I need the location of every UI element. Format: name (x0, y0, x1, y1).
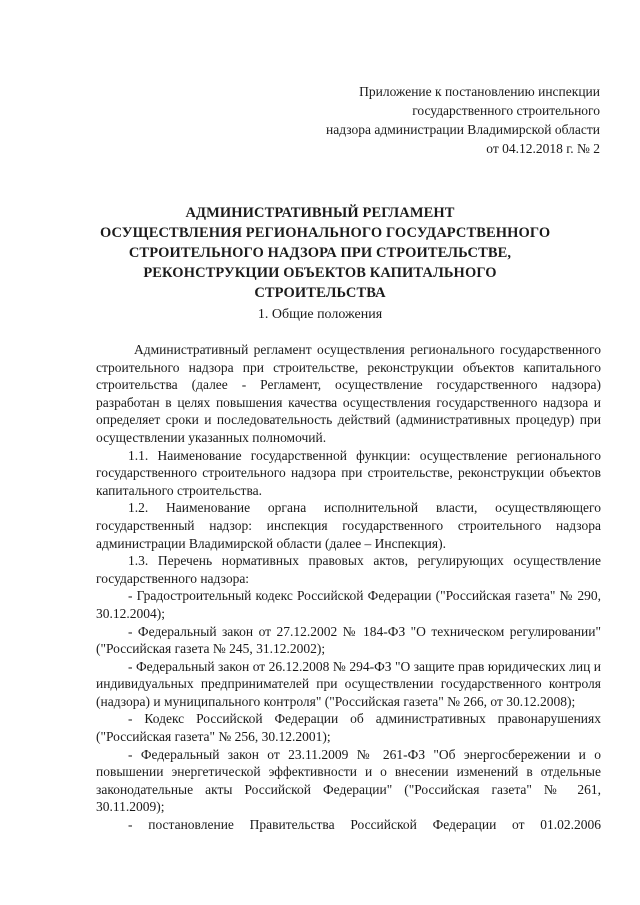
list-item-law-184: - Федеральный закон от 27.12.2002 № 184-ФЗ "О техническом регулировании" ("Российская газета № 245, 31.12.2002); (96, 623, 601, 657)
paragraph-1-1: 1.1. Наименование государственной функции: осуществление регионального государственного строительного надзора при строительстве, реконструкции объектов капитального строительства. (96, 447, 601, 498)
appendix-line: Приложение к постановлению инспекции (359, 84, 600, 99)
document-body (96, 333, 601, 834)
list-item-koap: - Кодекс Российской Федерации об административных правонарушениях ("Российская газета" № 256, 30.12.2001); (96, 711, 601, 745)
list-item-law-294: - Федеральный закон от 26.12.2008 № 294-ФЗ "О защите прав юридических лиц и индивидуальных предпринимателей при осуществлении государственного контроля (надзора) и муниципального контроля" ("Российская газета" № 266, от 30.12.2008); (96, 658, 601, 709)
appendix-line: государственного строительного (412, 103, 600, 118)
title-line: АДМИНИСТРАТИВНЫЙ РЕГЛАМЕНТ (185, 205, 455, 221)
title-line: РЕКОНСТРУКЦИИ ОБЪЕКТОВ КАПИТАЛЬНОГО (143, 265, 497, 281)
title-line: ОСУЩЕСТВЛЕНИЯ РЕГИОНАЛЬНОГО ГОСУДАРСТВЕННОГО (100, 225, 551, 241)
list-item-law-261: - Федеральный закон от 23.11.2009 № 261-ФЗ "Об энергосбережении и о повышении энергетической эффективности и о внесении изменений в отдельные законодательные акты Российской Федерации" ("Российская газета" № 261, 30.11.2009); (96, 746, 601, 815)
paragraph-1-3: 1.3. Перечень нормативных правовых актов, регулирующих осуществление государственного надзора: (96, 553, 601, 586)
list-item-government-decree: - постановление Правительства Российской Федерации от 01.02.2006 (128, 817, 601, 833)
paragraph-1-2: 1.2. Наименование органа исполнительной власти, осуществляющего государственный надзор: инспекция государственного строительного надзора администрации Владимирской области (далее – Инспекция). (96, 500, 601, 551)
title-line: СТРОИТЕЛЬНОГО НАДЗОРА ПРИ СТРОИТЕЛЬСТВЕ, (128, 245, 512, 261)
appendix-line: от 04.12.2018 г. № 2 (486, 141, 600, 156)
title-line: СТРОИТЕЛЬСТВА (254, 285, 386, 301)
appendix-note (326, 82, 600, 158)
list-item-grad-code: - Градостроительный кодекс Российской Федерации ("Российская газета" № 290, 30.12.2004); (96, 588, 601, 621)
section-heading: 1. Общие положения (257, 307, 383, 322)
appendix-line: надзора администрации Владимирской области (326, 122, 600, 137)
document-title (100, 203, 551, 303)
paragraph-intro: Административный регламент осуществления регионального государственного строительного надзора при строительстве, реконструкции объектов капитального строительства (далее - Регламент, осуществление государственного надзора) разработан в целях повышения качества осуществления государственного надзора и определяет сроки и последовательность действий (административных процедур) при осуществлении указанных полномочий. (96, 342, 601, 445)
